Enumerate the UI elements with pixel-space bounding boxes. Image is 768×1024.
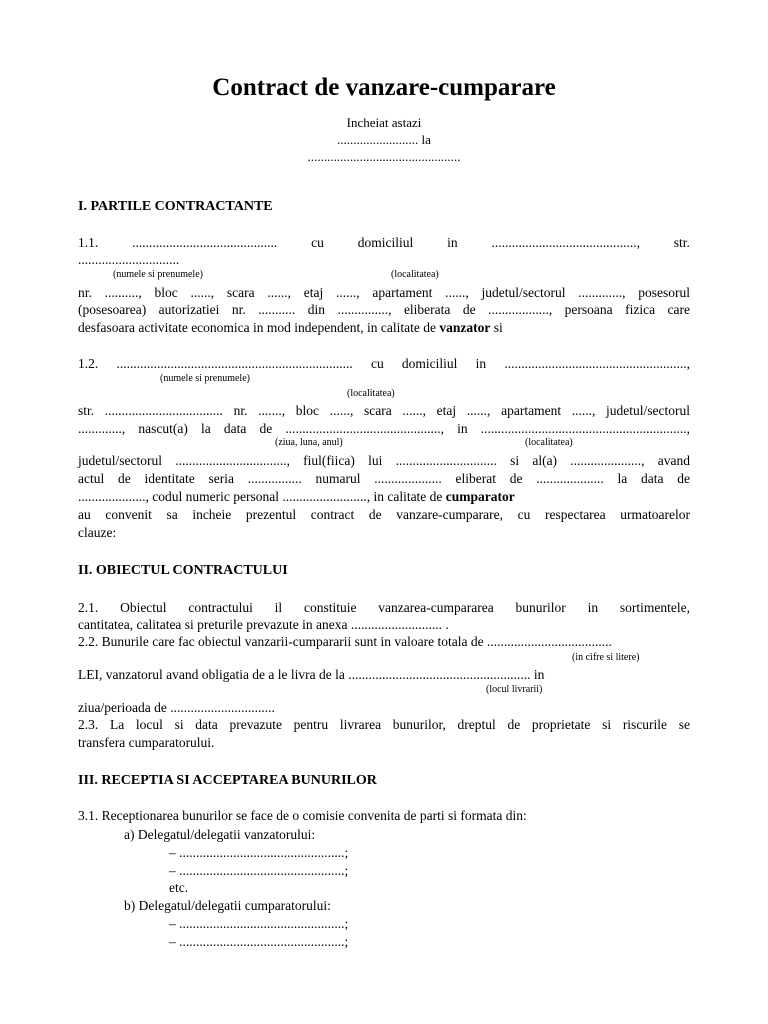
label-locality: (localitatea) xyxy=(525,437,573,448)
clause-1-2-line8: clauze: xyxy=(78,525,117,540)
blank-field: ..........................................., xyxy=(491,235,640,250)
clause-number: 1.1. xyxy=(78,235,99,250)
clause-2-1-line1: 2.1. Obiectul contractului il constituie vanzarea-cumpararea bunurilor in sortimentele, xyxy=(78,600,690,615)
label-name: (numele si prenumele) xyxy=(160,373,250,384)
clause-3-1: 3.1. Receptionarea bunurilor se face de o comisie convenita de parti si formata din: xyxy=(78,808,527,823)
clause-1-1-cont: .............................. xyxy=(78,252,180,267)
clause-2-2-line1: 2.2. Bunurile care fac obiectul vanzarii-cumpararii sunt in valoare totala de ..................................... xyxy=(78,634,612,649)
text: desfasoara activitate economica in mod independent, in calitate de xyxy=(78,320,440,335)
clause-2-2-line3: ziua/perioada de ............................... xyxy=(78,700,275,715)
buyer-delegates-label: b) Delegatul/delegatii cumparatorului: xyxy=(124,898,331,913)
clause-1-2-line7: au convenit sa incheie prezentul contract de vanzare-cumparare, cu respectarea urmatoarelor xyxy=(78,507,690,522)
clause-2-2-line2: LEI, vanzatorul avand obligatia de a le livra de la ...................................................... in xyxy=(78,667,545,682)
clause-1-1-line1 xyxy=(78,235,690,251)
text: si xyxy=(490,320,503,335)
clause-1-1-line2: nr. .........., bloc ......, scara ......, etaj ......, apartament ......, judetul/sectorul ............., posesorul xyxy=(78,285,690,300)
clause-1-1-line3: (posesoarea) autorizatiei nr. ........... din ..............., eliberata de .................., persoana fizica care xyxy=(78,302,690,317)
label-locality: (localitatea) xyxy=(391,269,439,280)
clause-1-2-line1: 1.2. ...................................................................... cu domiciliul in ......................................................, xyxy=(78,356,690,371)
label-locality: (localitatea) xyxy=(347,388,395,399)
etc-label: etc. xyxy=(169,880,189,895)
date-line: ......................... la xyxy=(337,132,431,147)
label-figures-letters: (in cifre si litere) xyxy=(572,652,640,663)
clause-1-2-line3: ............., nascut(a) la data de .............................................., in ............................................................., xyxy=(78,421,690,436)
label-date: (ziua, luna, anul) xyxy=(275,437,343,448)
label-delivery-place: (locul livrarii) xyxy=(486,684,543,695)
seller-delegate-2: – .................................................; xyxy=(169,863,349,878)
buyer-delegate-1: – .................................................; xyxy=(169,916,349,931)
role-vanzator: vanzator xyxy=(439,320,491,335)
place-line: ............................................... xyxy=(307,149,461,164)
clause-1-1-line4 xyxy=(78,319,690,336)
label-name: (numele si prenumele) xyxy=(113,269,203,280)
clause-2-1-line2: cantitatea, calitatea si preturile prevazute in anexa ........................... . xyxy=(78,617,449,632)
section-heading-1: I. PARTILE CONTRACTANTE xyxy=(78,199,273,214)
clause-1-2-line4: judetul/sectorul ................................., fiul(fiica) lui .............................. si al(a) ....................., avand xyxy=(78,453,690,468)
section-heading-3: III. RECEPTIA SI ACCEPTAREA BUNURILOR xyxy=(78,773,377,788)
text-word: cu xyxy=(311,235,324,250)
role-cumparator: cumparator xyxy=(445,489,515,504)
clause-2-3-line1: 2.3. La locul si data prevazute pentru livrarea bunurilor, dreptul de proprietate si riscurile se xyxy=(78,717,690,732)
blank-field: ........................................... xyxy=(132,235,278,250)
text-word: domiciliul xyxy=(357,235,414,250)
clause-1-2-line5: actul de identitate seria ................ numarul .................... eliberat de .................... la data de xyxy=(78,471,690,486)
incheiat-label: Incheiat astazi xyxy=(346,115,422,130)
seller-delegates-label: a) Delegatul/delegatii vanzatorului: xyxy=(124,827,316,842)
seller-delegate-1: – .................................................; xyxy=(169,845,349,860)
document-title: Contract de vanzare-cumparare xyxy=(212,74,556,101)
section-heading-2: II. OBIECTUL CONTRACTULUI xyxy=(78,563,288,578)
clause-2-3-line2: transfera cumparatorului. xyxy=(78,735,215,750)
clause-1-2-line6 xyxy=(78,488,690,505)
text-word: in xyxy=(447,235,458,250)
text-word: str. xyxy=(673,235,690,250)
text: ...................., codul numeric personal ........................., in calitate de xyxy=(78,489,446,504)
buyer-delegate-2: – .................................................; xyxy=(169,934,349,949)
clause-1-2-line2: str. ................................... nr. ......., bloc ......, scara ......, etaj ......, apartament ......, judetul/sectorul xyxy=(78,403,690,418)
